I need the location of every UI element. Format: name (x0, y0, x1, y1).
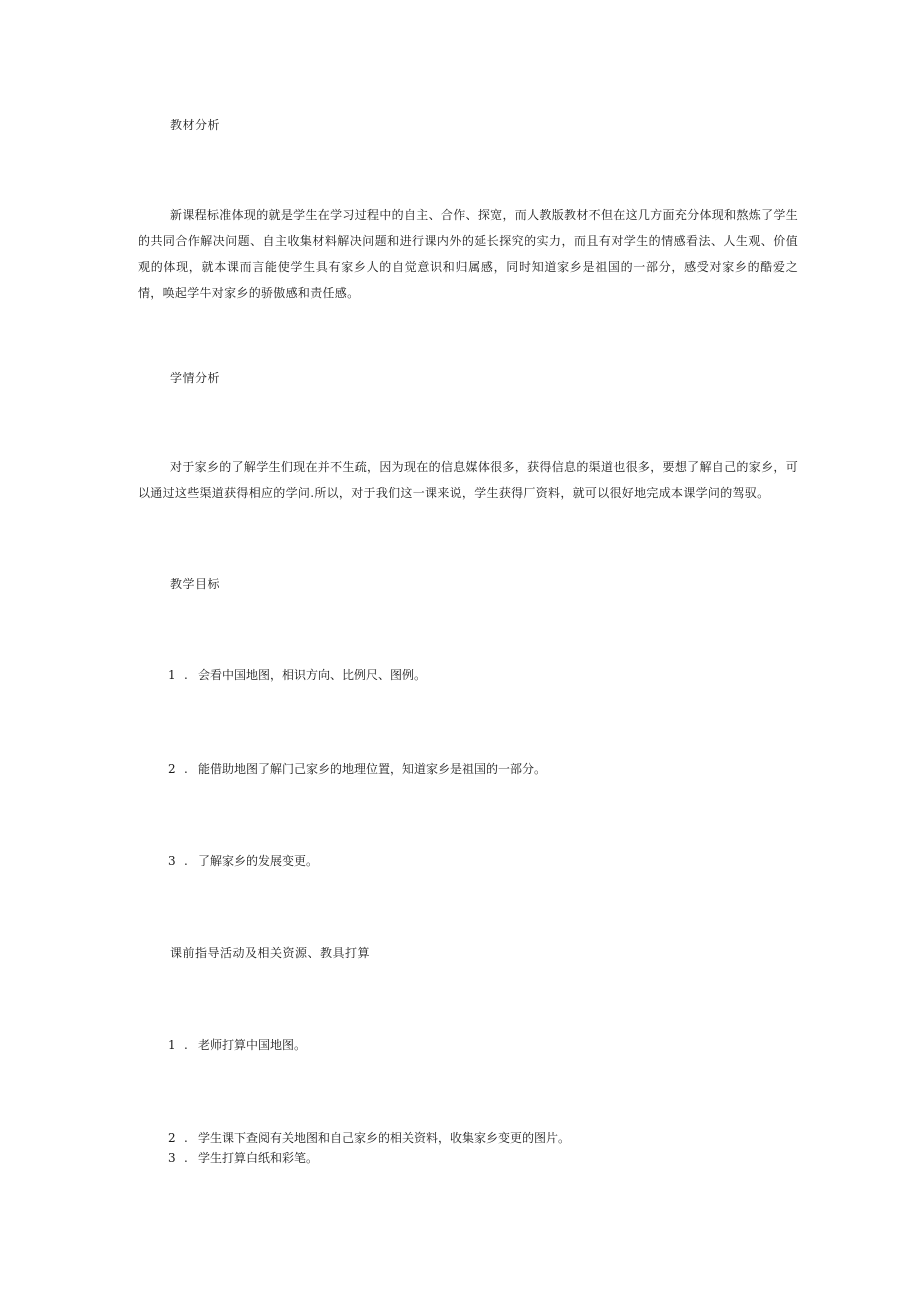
list-item-number: 3 (168, 854, 176, 868)
paragraph-teaching-material (138, 202, 798, 306)
list-item-number: 1 (168, 668, 176, 682)
paragraph-text: 新课程标准体现的就是学生在学习过程中的自主、合作、探宽，而人教版教材不但在这几方面充分体现和熬炼了学生的共同合作解决问题、自主收集材料解决问题和进行课内外的延长探究的实力，而且有对学生的情感看法、人生观、价值观的体现，就本课而言能使学生具有家乡人的自觉意识和归属感，同时知道家乡是祖国的一部分，感受对家乡的酷爱之情，唤起学牛对家乡的骄傲感和责任感。 (138, 208, 798, 300)
section-heading-teaching-material: 教材分析 (170, 118, 221, 132)
list-item-text: 学生打算白纸和彩笔。 (198, 1151, 319, 1165)
list-item-text: 老师打算中国地图。 (198, 1038, 307, 1052)
list-item-text: 学生课下查阅有关地图和自己家乡的相关资料，收集家乡变更的图片。 (198, 1131, 571, 1145)
section-heading-teaching-goals: 教学目标 (170, 577, 221, 591)
list-item: 2 . 能借助地图了解门己家乡的地理位置，知道家乡是祖国的一部分。 (168, 762, 547, 776)
list-item-number: 2 (168, 762, 176, 776)
list-item-number: 2 (168, 1131, 176, 1145)
list-item-text: 了解家乡的发展变更。 (198, 854, 319, 868)
section-heading-preparation: 课前指导活动及相关资源、教具打算 (170, 946, 371, 960)
list-item-number: 3 (168, 1151, 176, 1165)
paragraph-text: 对于家乡的了解学生们现在并不生疏，因为现在的信息媒体很多，获得信息的渠道也很多，要想了解自己的家乡，可以通过这些渠道获得相应的学问.所以，对于我们这一课来说，学生获得厂资料，就可以很好地完成本课学问的驾驭。 (138, 460, 798, 500)
list-item-text: 会看中国地图，相识方向、比例尺、图例。 (198, 668, 427, 682)
list-item: 1 . 老师打算中国地图。 (168, 1038, 307, 1052)
paragraph-student-analysis (138, 454, 798, 506)
list-item-number: 1 (168, 1038, 176, 1052)
list-item: 2 . 学生课下查阅有关地图和自己家乡的相关资料，收集家乡变更的图片。 (168, 1131, 571, 1145)
list-item-text: 能借助地图了解门己家乡的地理位置，知道家乡是祖国的一部分。 (198, 762, 547, 776)
list-item: 3 . 学生打算白纸和彩笔。 (168, 1151, 319, 1165)
list-item: 3 . 了解家乡的发展变更。 (168, 854, 319, 868)
list-item: 1 . 会看中国地图，相识方向、比例尺、图例。 (168, 668, 427, 682)
section-heading-student-analysis: 学情分析 (170, 371, 221, 385)
